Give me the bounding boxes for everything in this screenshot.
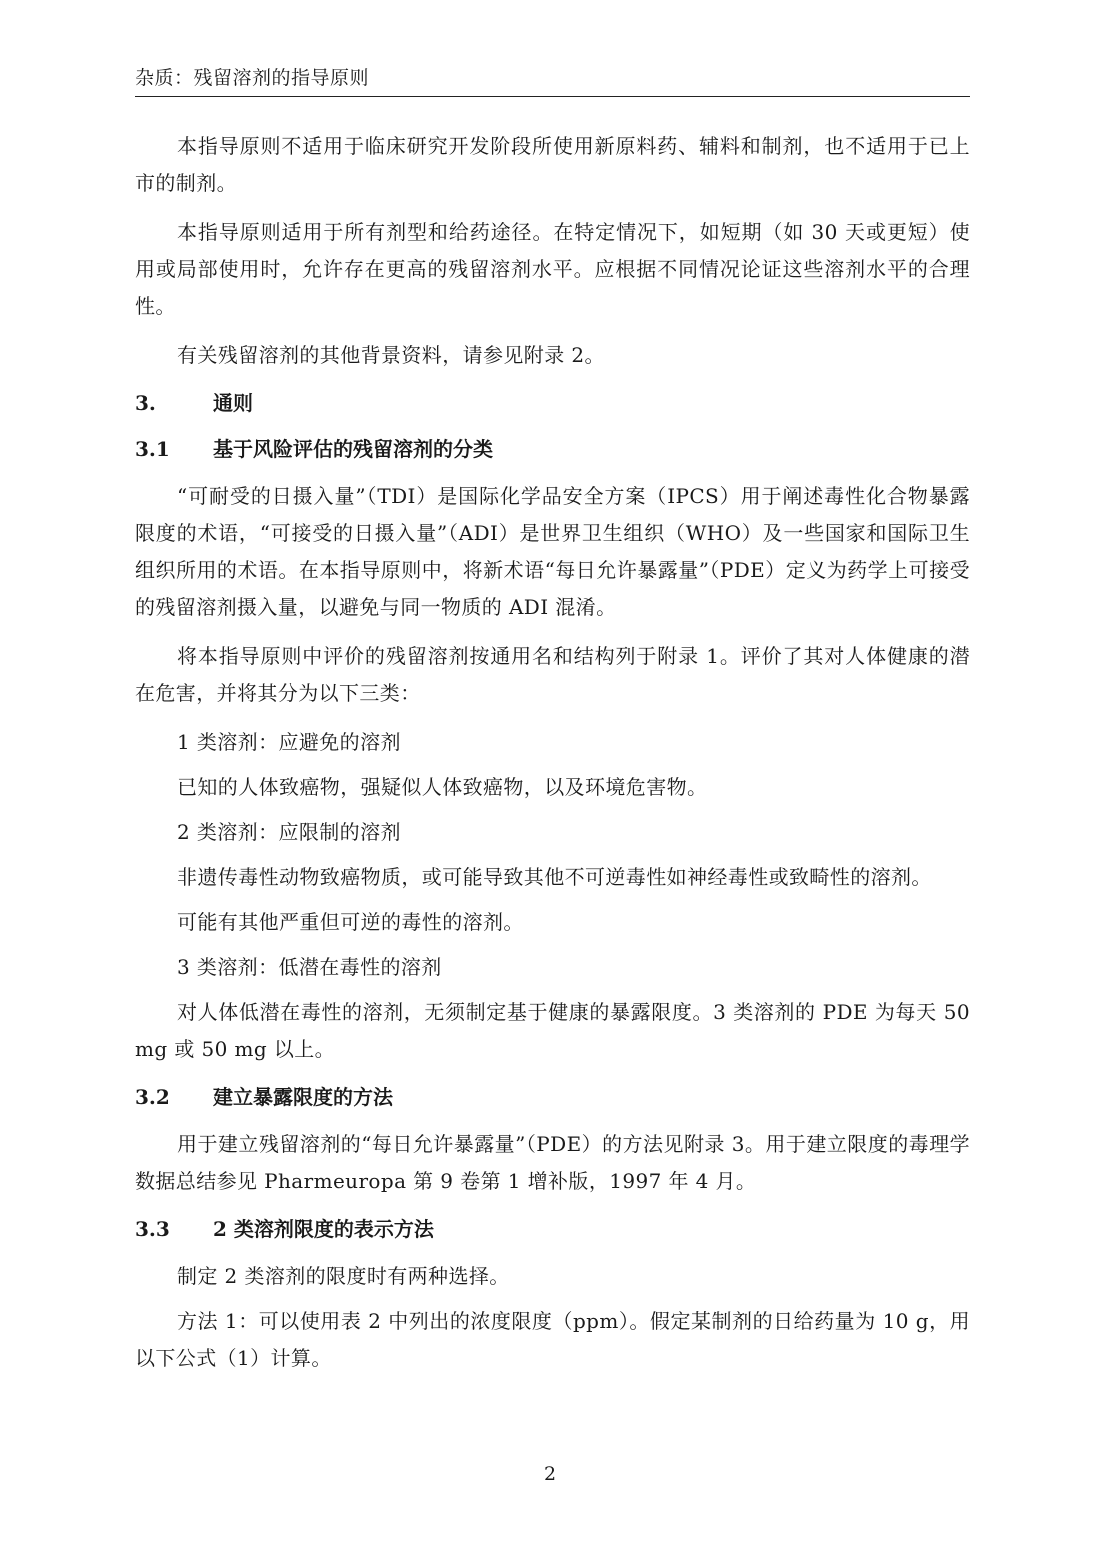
document-body	[135, 128, 970, 1389]
section-number: 3.3	[135, 1217, 170, 1241]
section-number: 3.1	[135, 437, 170, 461]
class2-label: 2 类溶剂：应限制的溶剂	[177, 820, 401, 844]
section-heading-3	[135, 386, 970, 420]
section-title: 基于风险评估的残留溶剂的分类	[213, 437, 493, 461]
paragraph-scope-dosage-forms: 本指导原则适用于所有剂型和给药途径。在特定情况下，如短期（如 30 天或更短）使用或局部使用时，允许存在更高的残留溶剂水平。应根据不同情况论证这些溶剂水平的合理性。	[135, 220, 970, 318]
paragraph-background-reference: 有关残留溶剂的其他背景资料，请参见附录 2。	[177, 343, 605, 367]
section-title: 建立暴露限度的方法	[213, 1085, 393, 1109]
section-title: 2 类溶剂限度的表示方法	[213, 1217, 434, 1241]
paragraph-pde-method: 用于建立残留溶剂的“每日允许暴露量”（PDE）的方法见附录 3。用于建立限度的毒理学数据总结参见 Pharmeuropa 第 9 卷第 1 增补版，1997 年 4 月。	[135, 1132, 970, 1193]
section-heading-3-2	[135, 1080, 970, 1114]
paragraph-scope-exclusion: 本指导原则不适用于临床研究开发阶段所使用新原料药、辅料和制剂，也不适用于已上市的制剂。	[135, 134, 970, 195]
class2-description-2: 可能有其他严重但可逆的毒性的溶剂。	[177, 910, 524, 934]
paragraph-classification-intro: 将本指导原则中评价的残留溶剂按通用名和结构列于附录 1。评价了其对人体健康的潜在危害，并将其分为以下三类：	[135, 644, 970, 705]
page-header	[135, 66, 970, 97]
section-number: 3.2	[135, 1085, 170, 1109]
class2-description-1: 非遗传毒性动物致癌物质，或可能导致其他不可逆毒性如神经毒性或致畸性的溶剂。	[177, 865, 932, 889]
paragraph-two-options: 制定 2 类溶剂的限度时有两种选择。	[177, 1264, 510, 1288]
page-number: 2	[543, 1463, 557, 1485]
paragraph-option-1: 方法 1：可以使用表 2 中列出的浓度限度（ppm）。假定某制剂的日给药量为 10 g，用以下公式（1）计算。	[135, 1309, 970, 1370]
class3-description: 对人体低潜在毒性的溶剂，无须制定基于健康的暴露限度。3 类溶剂的 PDE 为每天 50 mg 或 50 mg 以上。	[135, 1000, 970, 1061]
section-heading-3-1	[135, 432, 970, 466]
section-heading-3-3	[135, 1212, 970, 1246]
section-number: 3.	[135, 391, 156, 415]
class1-label: 1 类溶剂：应避免的溶剂	[177, 730, 401, 754]
class1-description: 已知的人体致癌物，强疑似人体致癌物，以及环境危害物。	[177, 775, 708, 799]
paragraph-tdi-adi-pde: “可耐受的日摄入量”（TDI）是国际化学品安全方案（IPCS）用于阐述毒性化合物暴露限度的术语，“可接受的日摄入量”（ADI）是世界卫生组织（WHO）及一些国家和国际卫生组织所用的术语。在本指导原则中，将新术语“每日允许暴露量”（PDE）定义为药学上可接受的残留溶剂摄入量，以避免与同一物质的 ADI 混淆。	[135, 484, 970, 619]
class3-label: 3 类溶剂：低潜在毒性的溶剂	[177, 955, 442, 979]
header-title: 杂质：残留溶剂的指导原则	[135, 67, 370, 89]
section-title: 通则	[213, 391, 253, 415]
